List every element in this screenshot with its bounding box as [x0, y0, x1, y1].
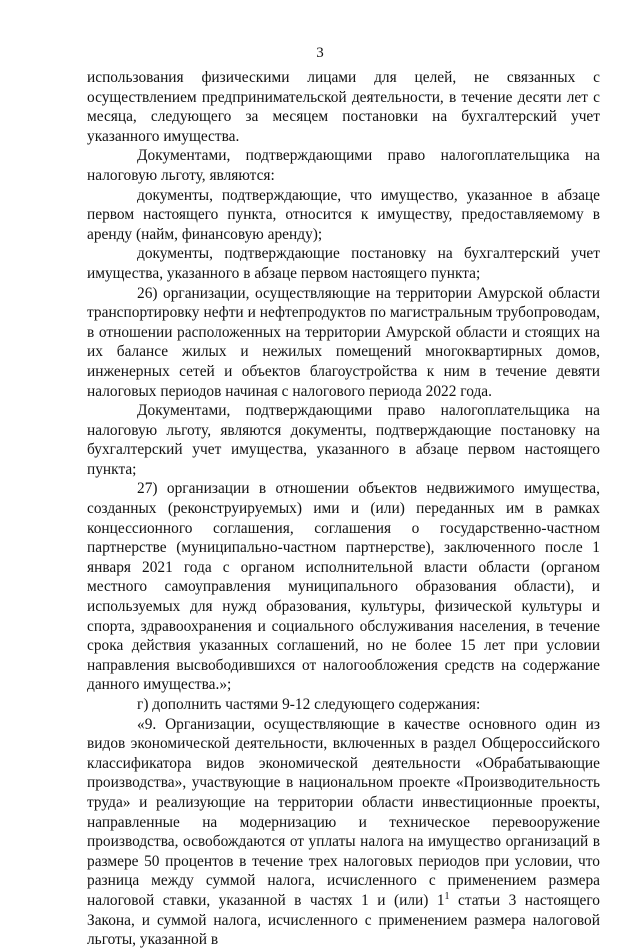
- paragraph-documents-lease: документы, подтверждающие, что имущество, указанное в абзаце первом настоящего пункта, относится к имуществу, предоставляемому в аренду (найм, финансовую аренду);: [87, 186, 600, 243]
- paragraph-subitem-g: г) дополнить частями 9-12 следующего содержания:: [137, 696, 481, 713]
- superscript-marker: 1: [444, 890, 450, 902]
- paragraph-item-26: 26) организации, осуществляющие на территории Амурской области транспортировку нефти и нефтепродуктов по магистральным трубопроводам, в отношении расположенных на территории Амурской области и стоящих на их балансе жилых и нежилых помещений многоквартирных домов, инженерных сетей и объектов благоустройства к ним в течение девяти налоговых периодов начиная с налогового периода 2022 года.: [87, 284, 600, 400]
- paragraph-part-9: [87, 715, 600, 950]
- paragraph-continuation: использования физическими лицами для целей, не связанных с осуществлением предпринимательской деятельности, в течение десяти лет с месяца, следующего за месяцем постановки на бухгалтерский учет указанного имущества.: [87, 69, 600, 145]
- paragraph-documents-accounting: документы, подтверждающие постановку на бухгалтерский учет имущества, указанного в абзаце первом настоящего пункта;: [87, 245, 600, 282]
- page-number: 3: [316, 45, 324, 61]
- paragraph-item-27: 27) организации в отношении объектов недвижимого имущества, созданных (реконструируемых) ими и (или) переданных им в рамках концессионного соглашения, соглашения о государственно-частном партнерстве (муниципально-частном партнерстве), заключенного после 1 января 2021 года с органом исполнительной власти области (органом местного самоуправления муниципального образования области), и используемых для нужд образования, культуры, физической культуры и спорта, здравоохранения и социального обслуживания населения, в течение срока действия указанных соглашений, но не более 15 лет при условии направления высвободившихся от налогообложения средств на содержание данного имущества.»;: [87, 480, 600, 694]
- paragraph-documents-intro: Документами, подтверждающими право налогоплательщика на налоговую льготу, являются:: [87, 147, 600, 184]
- document-body: [87, 68, 600, 950]
- part-9-text-start: «9. Организации, осуществляющие в качестве основного один из видов экономической деятельности, включенных в раздел Общероссийского классификатора видов экономической деятельности «Обрабатывающие производства», участвующие в национальном проекте «Производительность труда» и реализующие на территории области инвестиционные проекты, направленные на модернизацию и техническое перевооружение производства, освобождаются от уплаты налога на имущество организаций в размере 50 процентов в течение трех налоговых периодов при условии, что разница между суммой налога, исчисленного с применением размера налоговой ставки, указанной в частях 1 и (или) 1: [87, 715, 600, 909]
- paragraph-documents-item-26: Документами, подтверждающими право налогоплательщика на налоговую льготу, являются документы, подтверждающие постановку на бухгалтерский учет имущества, указанного в абзаце первом настоящего пункта;: [87, 402, 600, 478]
- part-9-text-end: статьи 3 настоящего Закона, и суммой налога, исчисленного с применением размера налоговой льготы, указанной в: [87, 891, 600, 949]
